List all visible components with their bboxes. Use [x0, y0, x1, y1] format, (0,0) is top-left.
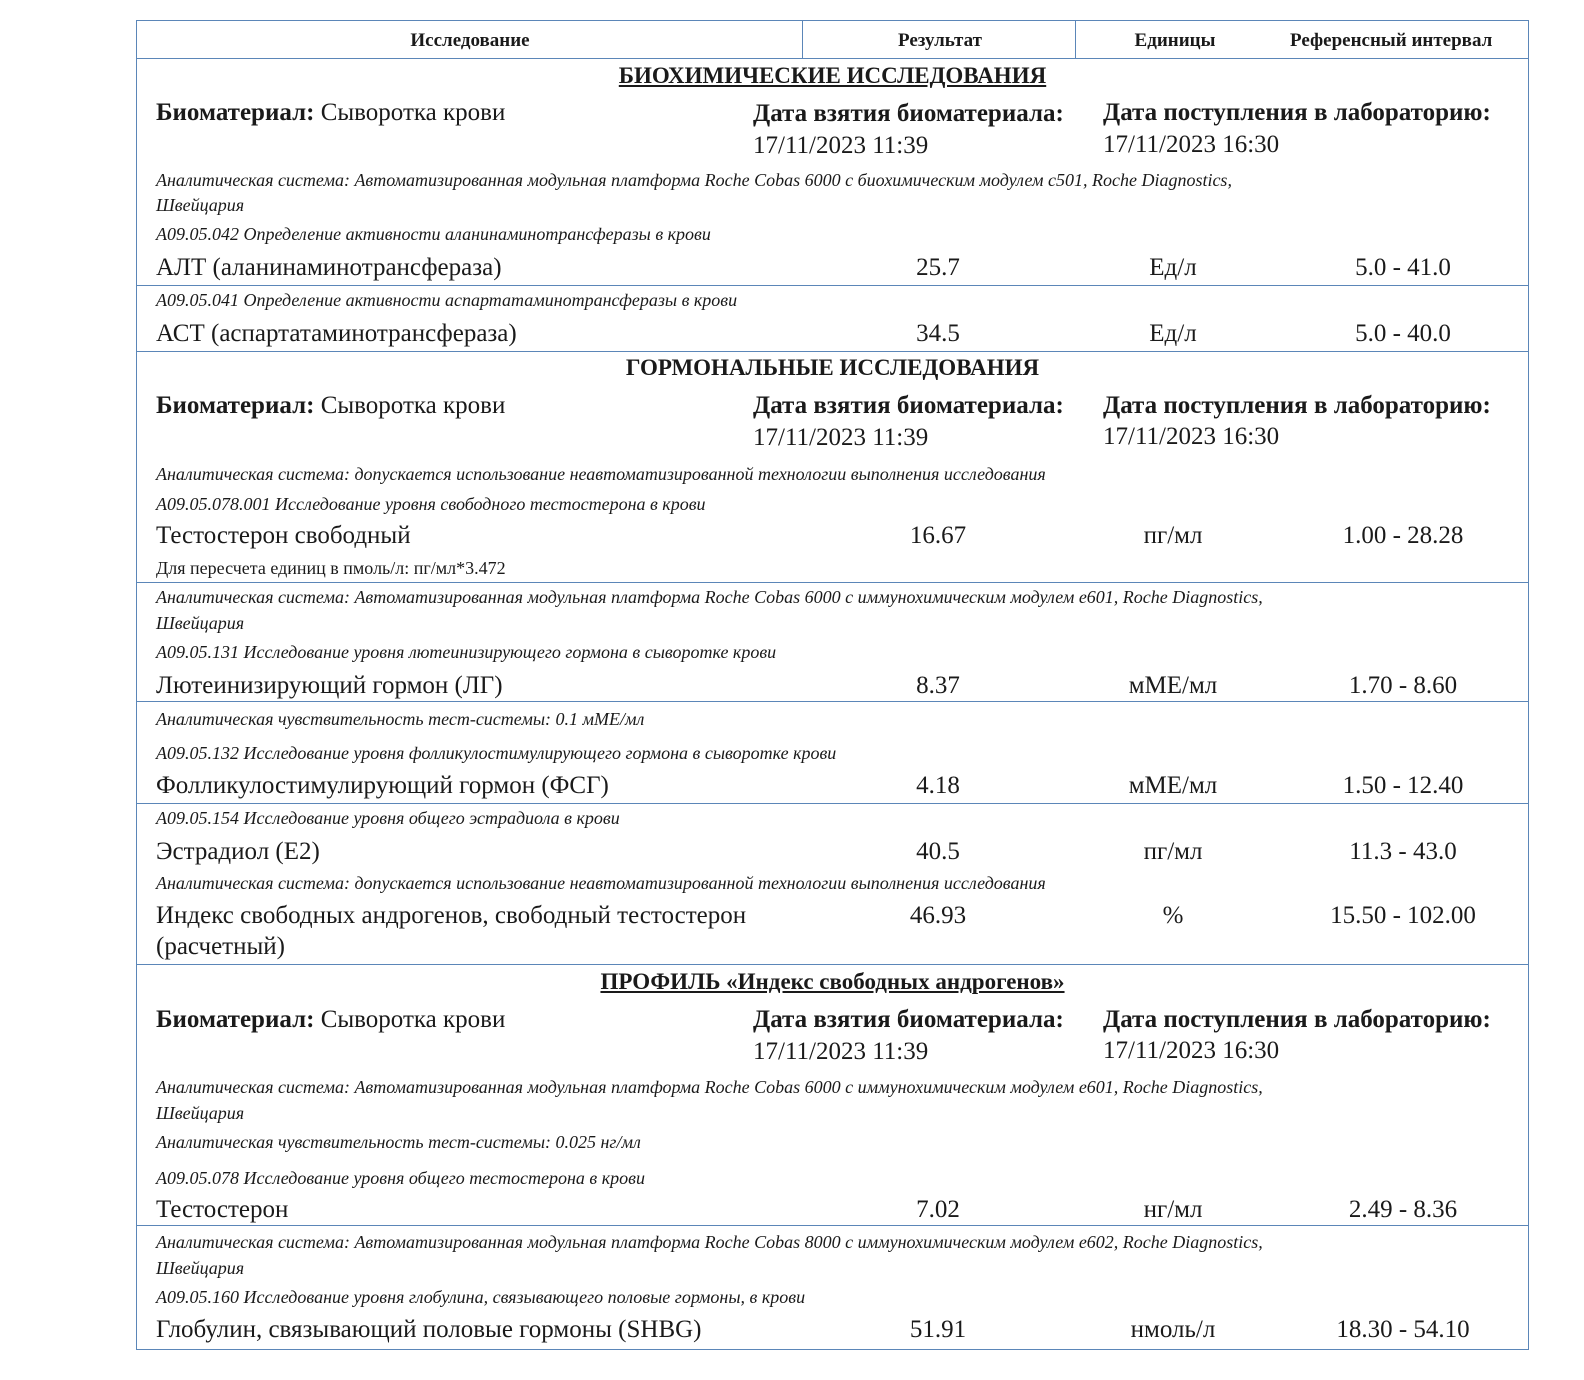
test-name-continued: (расчетный): [156, 933, 285, 960]
header-units-column: Единицы: [1134, 30, 1216, 51]
date-received: 17/11/2023 16:30: [1103, 423, 1280, 450]
test-result: 34.5: [916, 320, 960, 347]
sensitivity-note: Аналитическая чувствительность тест-системы: 0.1 мМЕ/мл: [156, 709, 645, 729]
row-divider: [136, 582, 1529, 583]
date-received-label: Дата поступления в лабораторию:: [1103, 392, 1491, 419]
test-reference: 2.49 - 8.36: [1348, 1196, 1458, 1223]
header-column-divider: [802, 20, 803, 58]
test-result: 7.02: [916, 1196, 960, 1223]
test-units: Ед/л: [1149, 254, 1197, 281]
analytical-system-note: Швейцария: [156, 613, 245, 633]
section-title: ПРОФИЛЬ «Индекс свободных андрогенов»: [600, 969, 1065, 994]
row-divider: [136, 1225, 1529, 1226]
test-result: 8.37: [916, 672, 960, 699]
test-code-note: A09.05.160 Исследование уровня глобулина, связывающего половые гормоны, в крови: [156, 1287, 806, 1307]
header-reference-column: Референсный интервал: [1290, 30, 1493, 51]
biomaterial: Биоматериал: Сыворотка крови: [156, 1006, 506, 1033]
biomaterial: Биоматериал: Сыворотка крови: [156, 392, 506, 419]
test-units: %: [1162, 902, 1184, 929]
sensitivity-note: Аналитическая чувствительность тест-системы: 0.025 нг/мл: [156, 1132, 641, 1152]
test-units: пг/мл: [1143, 522, 1203, 549]
test-units: нг/мл: [1143, 1196, 1203, 1223]
section-divider: [136, 964, 1529, 965]
test-result: 16.67: [909, 522, 967, 549]
test-name: Индекс свободных андрогенов, свободный тестостерон: [156, 902, 747, 929]
test-reference: 5.0 - 41.0: [1355, 254, 1451, 281]
date-taken-label: Дата взятия биоматериала:: [753, 1006, 1064, 1033]
biomaterial: Биоматериал: Сыворотка крови: [156, 99, 506, 126]
row-divider: [136, 285, 1529, 286]
test-reference: 11.3 - 43.0: [1349, 838, 1457, 865]
analytical-system-note: Аналитическая система: Автоматизированная модульная платформа Roche Cobas 6000 с биохимическим модулем c501, Roche Diagnostics,: [156, 170, 1232, 190]
test-units: мМЕ/мл: [1128, 672, 1218, 699]
date-received-label: Дата поступления в лабораторию:: [1103, 1006, 1491, 1033]
test-name: Тестостерон свободный: [156, 522, 411, 549]
test-units: нмоль/л: [1130, 1316, 1216, 1343]
row-divider: [136, 701, 1529, 702]
section-title: БИОХИМИЧЕСКИЕ ИССЛЕДОВАНИЯ: [618, 63, 1047, 88]
test-units: Ед/л: [1149, 320, 1197, 347]
date-taken-label: Дата взятия биоматериала:: [753, 100, 1064, 127]
date-taken-label: Дата взятия биоматериала:: [753, 392, 1064, 419]
test-result: 25.7: [916, 254, 960, 281]
test-code-note: A09.05.041 Определение активности аспартатаминотрансферазы в крови: [156, 290, 738, 310]
analytical-system-note: Аналитическая система: Автоматизированная модульная платформа Roche Cobas 8000 с иммунохимическим модулем e602, Roche Diagnostics,: [156, 1232, 1263, 1252]
test-result: 40.5: [916, 838, 960, 865]
test-units: пг/мл: [1143, 838, 1203, 865]
conversion-note: Для пересчета единиц в пмоль/л: пг/мл*3.472: [156, 558, 506, 578]
analytical-system-note: Швейцария: [156, 1258, 245, 1278]
date-taken: 17/11/2023 11:39: [753, 1038, 929, 1065]
test-name: Фолликулостимулирующий гормон (ФСГ): [156, 772, 609, 799]
test-code-note: A09.05.132 Исследование уровня фолликулостимулирующего гормона в сыворотке крови: [156, 743, 837, 763]
analytical-system-note: Аналитическая система: Автоматизированная модульная платформа Roche Cobas 6000 с иммунохимическим модулем e601, Roche Diagnostics,: [156, 587, 1263, 607]
analytical-system-note: Швейцария: [156, 1103, 245, 1123]
row-divider: [136, 803, 1529, 804]
test-reference: 5.0 - 40.0: [1355, 320, 1451, 347]
date-received-label: Дата поступления в лабораторию:: [1103, 99, 1491, 126]
test-name: Тестостерон: [156, 1196, 289, 1223]
section-title: ГОРМОНАЛЬНЫЕ ИССЛЕДОВАНИЯ: [625, 355, 1040, 380]
date-taken: 17/11/2023 11:39: [753, 132, 929, 159]
test-result: 46.93: [909, 902, 967, 929]
test-code-note: A09.05.154 Исследование уровня общего эстрадиола в крови: [156, 808, 620, 828]
test-code-note: A09.05.078 Исследование уровня общего тестостерона в крови: [156, 1168, 645, 1188]
test-name: АСТ (аспартатаминотрансфераза): [156, 320, 517, 347]
test-result: 4.18: [916, 772, 960, 799]
analytical-system-note: Швейцария: [156, 195, 245, 215]
test-code-note: A09.05.042 Определение активности аланинаминотрансферазы в крови: [156, 224, 711, 244]
date-received: 17/11/2023 16:30: [1103, 131, 1280, 158]
header-test-column: Исследование: [410, 30, 530, 51]
test-reference: 1.70 - 8.60: [1348, 672, 1458, 699]
test-name: Глобулин, связывающий половые гормоны (SHBG): [156, 1316, 702, 1343]
test-code-note: A09.05.078.001 Исследование уровня свободного тестостерона в крови: [156, 494, 706, 514]
test-name: Лютеинизирующий гормон (ЛГ): [156, 672, 503, 699]
test-reference: 1.00 - 28.28: [1342, 522, 1464, 549]
analytical-system-note: Аналитическая система: допускается использование неавтоматизированной технологии выполнения исследования: [156, 464, 1046, 484]
test-name: АЛТ (аланинаминотрансфераза): [156, 254, 502, 281]
section-divider: [136, 351, 1529, 352]
header-result-column: Результат: [898, 30, 982, 51]
test-result: 51.91: [909, 1316, 967, 1343]
test-reference: 15.50 - 102.00: [1330, 902, 1476, 929]
test-reference: 18.30 - 54.10: [1336, 1316, 1470, 1343]
test-units: мМЕ/мл: [1128, 772, 1218, 799]
date-received: 17/11/2023 16:30: [1103, 1037, 1280, 1064]
date-taken: 17/11/2023 11:39: [753, 424, 929, 451]
analytical-system-note: Аналитическая система: Автоматизированная модульная платформа Roche Cobas 6000 с иммунохимическим модулем e601, Roche Diagnostics,: [156, 1077, 1263, 1097]
test-name: Эстрадиол (E2): [156, 838, 320, 865]
header-divider: [136, 58, 1529, 59]
test-reference: 1.50 - 12.40: [1342, 772, 1464, 799]
analytical-system-note: Аналитическая система: допускается использование неавтоматизированной технологии выполнения исследования: [156, 873, 1046, 893]
test-code-note: A09.05.131 Исследование уровня лютеинизирующего гормона в сыворотке крови: [156, 642, 777, 662]
